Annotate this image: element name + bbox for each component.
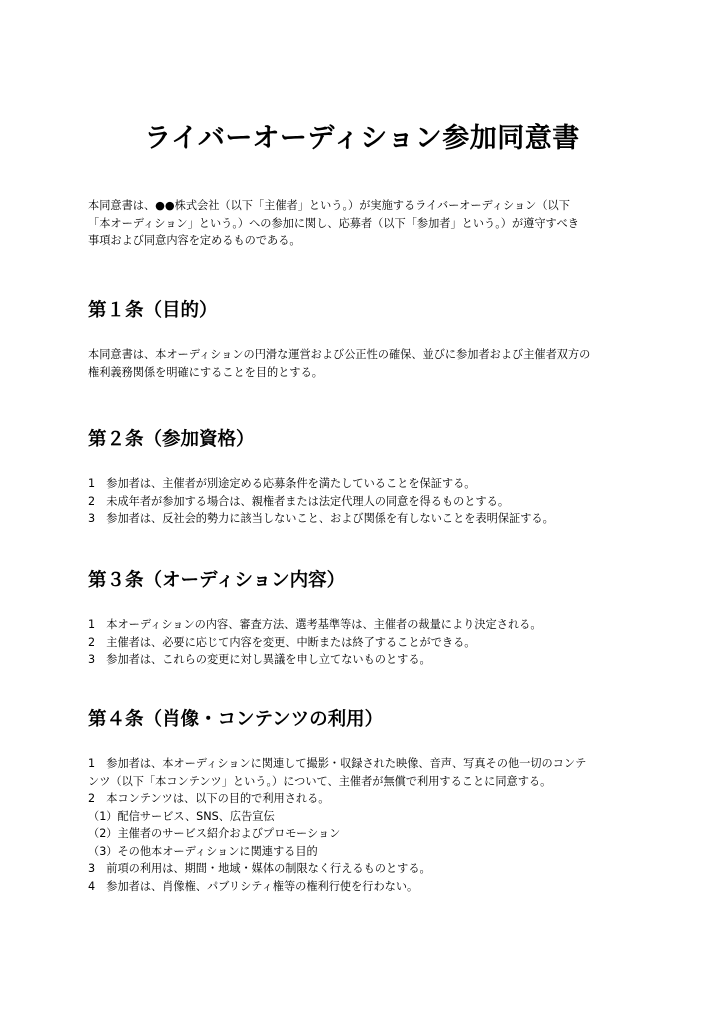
article-heading: 第１条（目的） <box>88 300 218 321</box>
article-heading: 第２条（参加資格） <box>88 429 255 450</box>
article-body <box>88 475 648 528</box>
article-body <box>88 346 648 381</box>
article-line: 1 参加者は、本オーディションに関連して撮影・収録された映像、音声、写真その他一切のコンテ <box>88 757 587 770</box>
article-line: 2 未成年者が参加する場合は、親権者または法定代理人の同意を得るものとする。 <box>88 494 510 508</box>
article-4 <box>88 705 648 895</box>
document-title: ライバーオーディション参加同意書 <box>144 123 580 154</box>
article-line: 権利義務関係を明確にすることを目的とする。 <box>88 365 323 379</box>
article-line: 3 参加者は、これらの変更に対し異議を申し立てないものとする。 <box>88 653 431 666</box>
article-line: （2）主催者のサービス紹介およびプロモーション <box>88 827 341 840</box>
intro-line: 事項および同意内容を定めるものである。 <box>88 234 301 247</box>
article-body <box>88 755 648 895</box>
intro-line: 「本オーディション」という。）への参加に関し、応募者（以下「参加者」という。）が遵守すべき <box>88 216 579 230</box>
article-1 <box>88 296 648 381</box>
article-line: 3 参加者は、反社会的勢力に該当しないこと、および関係を有しないことを表明保証する。 <box>88 512 554 525</box>
article-line: 1 参加者は、主催者が別途定める応募条件を満たしていることを保証する。 <box>88 477 476 490</box>
article-line: 本同意書は、本オーディションの円滑な運営および公正性の確保、並びに参加者および主催者双方の <box>88 348 591 361</box>
intro-line: 本同意書は、●●株式会社（以下「主催者」という。）が実施するライバーオーディション（以下 <box>88 199 570 212</box>
article-line: ンツ（以下「本コンテンツ」という。）について、主催者が無償で利用することに同意する。 <box>88 774 552 788</box>
article-line: （1）配信サービス、SNS、広告宣伝 <box>88 809 275 823</box>
article-2 <box>88 425 648 528</box>
article-heading: 第３条（オーディション内容） <box>88 570 346 591</box>
article-line: 3 前項の利用は、期間・地域・媒体の制限なく行えるものとする。 <box>88 862 431 875</box>
intro-paragraph <box>88 197 648 250</box>
article-line: （3）その他本オーディションに関連する目的 <box>88 844 318 858</box>
article-line: 2 主催者は、必要に応じて内容を変更、中断または終了することができる。 <box>88 635 476 649</box>
article-line: 2 本コンテンツは、以下の目的で利用される。 <box>88 792 330 805</box>
article-line: 4 参加者は、肖像権、パブリシティ権等の権利行使を行わない。 <box>88 879 419 893</box>
article-3 <box>88 566 648 669</box>
article-line: 1 本オーディションの内容、審査方法、選考基準等は、主催者の裁量により決定される。 <box>88 618 542 631</box>
article-body <box>88 616 648 669</box>
article-heading: 第４条（肖像・コンテンツの利用） <box>88 709 384 730</box>
